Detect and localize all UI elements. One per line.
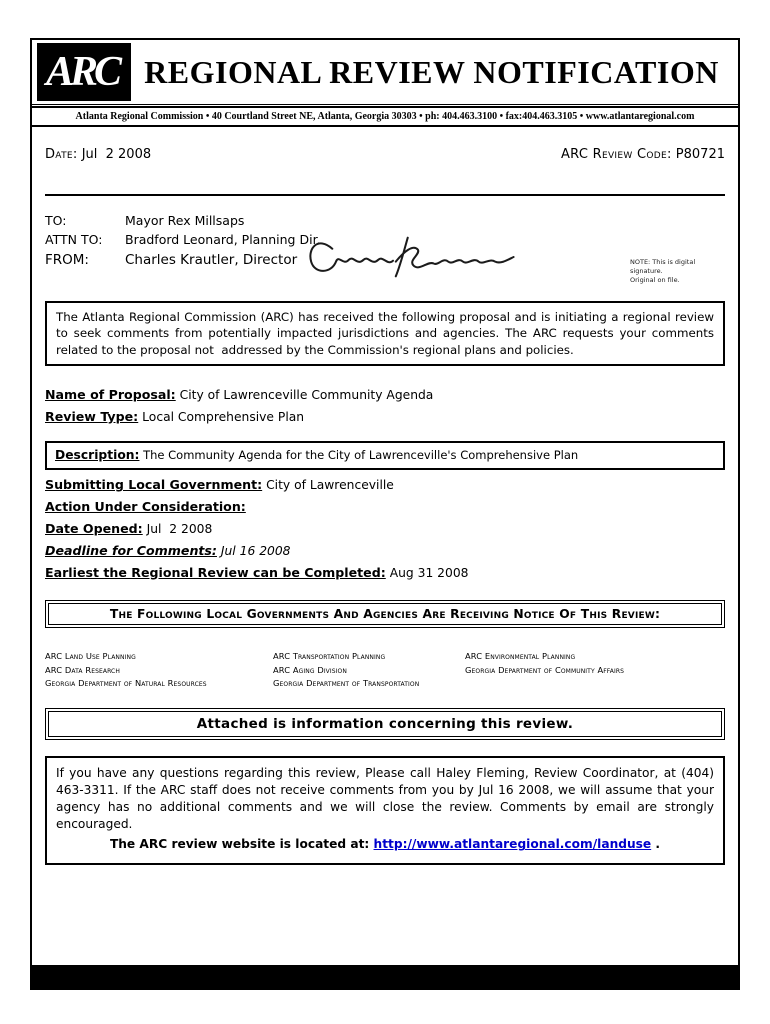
submitting-value: City of Lawrenceville: [266, 478, 394, 493]
description-label: Description:: [55, 447, 140, 462]
date-opened-value: Jul 2 2008: [146, 521, 213, 536]
bottom-bar: [32, 965, 738, 988]
earliest-label: Earliest the Regional Review can be Completed:: [45, 564, 386, 580]
agency-item: ARC Data Research: [45, 664, 120, 675]
review-code-field: [561, 147, 725, 162]
attached-banner-box: [45, 708, 725, 740]
website-line: [56, 836, 714, 853]
action-label: Action Under Consideration:: [45, 499, 246, 515]
review-type-label: Review Type:: [45, 409, 139, 425]
agency-item: ARC Land Use Planning: [45, 651, 136, 662]
attached-banner: Attached is information concerning this review.: [48, 711, 722, 737]
attn-value: Bradford Leonard, Planning Dir.: [125, 231, 321, 247]
address-strip: Atlanta Regional Commission • 40 Courtland Street NE, Atlanta, Georgia 30303 • ph: 404.463.3100 • fax:404.463.3105 • www.atlantaregional.com: [32, 106, 738, 127]
review-code-label: ARC Review Code:: [560, 147, 672, 162]
deadline-value: Jul 16 2008: [220, 543, 291, 558]
document-title: REGIONAL REVIEW NOTIFICATION: [144, 53, 719, 90]
submitting-line: [45, 476, 725, 495]
agencies-column-1: [45, 650, 273, 690]
from-label: FROM:: [45, 251, 89, 268]
proposal-block: [45, 386, 725, 427]
website-prefix: The ARC review website is located at:: [109, 837, 374, 852]
meta-row: [45, 147, 725, 162]
review-website-link[interactable]: http://www.atlantaregional.com/landuse: [373, 837, 652, 852]
document-body: [32, 127, 738, 865]
to-value: Mayor Rex Millsaps: [125, 213, 245, 228]
website-suffix: .: [651, 837, 661, 852]
from-value: Charles Krautler, Director: [125, 251, 298, 268]
date-value: Jul 2 2008: [81, 147, 152, 162]
review-code-value: P80721: [675, 147, 725, 162]
to-row: [45, 212, 725, 231]
agency-item: ARC Environmental Planning: [465, 651, 576, 662]
description-box: [45, 441, 725, 470]
agency-item: Georgia Department of Natural Resources: [45, 677, 207, 688]
from-row: [45, 250, 725, 285]
date-label: Date:: [45, 147, 78, 162]
proposal-name-label: Name of Proposal:: [45, 387, 176, 403]
receiving-heading-box: [45, 600, 725, 628]
review-type-line: [45, 408, 725, 427]
signature-image: [303, 234, 518, 278]
agency-item: Georgia Department of Community Affairs: [465, 664, 625, 675]
date-opened-label: Date Opened:: [45, 520, 143, 536]
masthead: [32, 40, 738, 105]
agency-item: Georgia Department of Transportation: [273, 677, 420, 688]
signature-note-line2: Original on file.: [630, 275, 680, 284]
date-opened-line: [45, 520, 725, 539]
proposal-name-value: City of Lawrenceville Community Agenda: [179, 388, 434, 403]
divider-rule: [45, 194, 725, 196]
description-value: The Community Agenda for the City of Lawrenceville's Comprehensive Plan: [143, 447, 579, 462]
deadline-line: [45, 542, 725, 561]
questions-text: If you have any questions regarding this review, Please call Haley Fleming, Review Coordinator, at (404) 463-3311. If the ARC staff does not receive comments from you by Jul 16 2008, we will assume that your agency has no additional comments and we will close the review. Comments by email are strongly encouraged.: [56, 766, 714, 832]
date-field: [45, 147, 151, 162]
signature-note: [630, 250, 725, 285]
agencies-column-3: [465, 650, 725, 690]
arc-logo: ARC: [37, 43, 131, 101]
review-type-value: Local Comprehensive Plan: [142, 410, 305, 425]
earliest-line: [45, 564, 725, 583]
agency-item: ARC Transportation Planning: [273, 651, 386, 662]
signature-note-line1: NOTE: This is digital signature.: [630, 257, 696, 275]
agencies-list: [45, 650, 725, 690]
submitting-label: Submitting Local Government:: [45, 477, 263, 493]
attn-label: ATTN TO:: [45, 231, 103, 247]
notification-document: [30, 38, 740, 990]
agency-item: ARC Aging Division: [273, 664, 347, 675]
questions-box: [45, 756, 725, 864]
fields-block: [45, 476, 725, 582]
action-line: [45, 498, 725, 517]
notice-paragraph-box: The Atlanta Regional Commission (ARC) has received the following proposal and is initiating a regional review to seek comments from potentially impacted jurisdictions and agencies. The ARC requests your comments related to the proposal not addressed by the Commission's regional plans and policies.: [45, 301, 725, 367]
receiving-heading: The Following Local Governments And Agencies Are Receiving Notice Of This Review:: [48, 603, 722, 625]
proposal-name-line: [45, 386, 725, 405]
deadline-label: Deadline for Comments:: [45, 542, 217, 558]
to-label: TO:: [45, 213, 67, 228]
agencies-column-2: [273, 650, 465, 690]
earliest-value: Aug 31 2008: [389, 565, 469, 580]
